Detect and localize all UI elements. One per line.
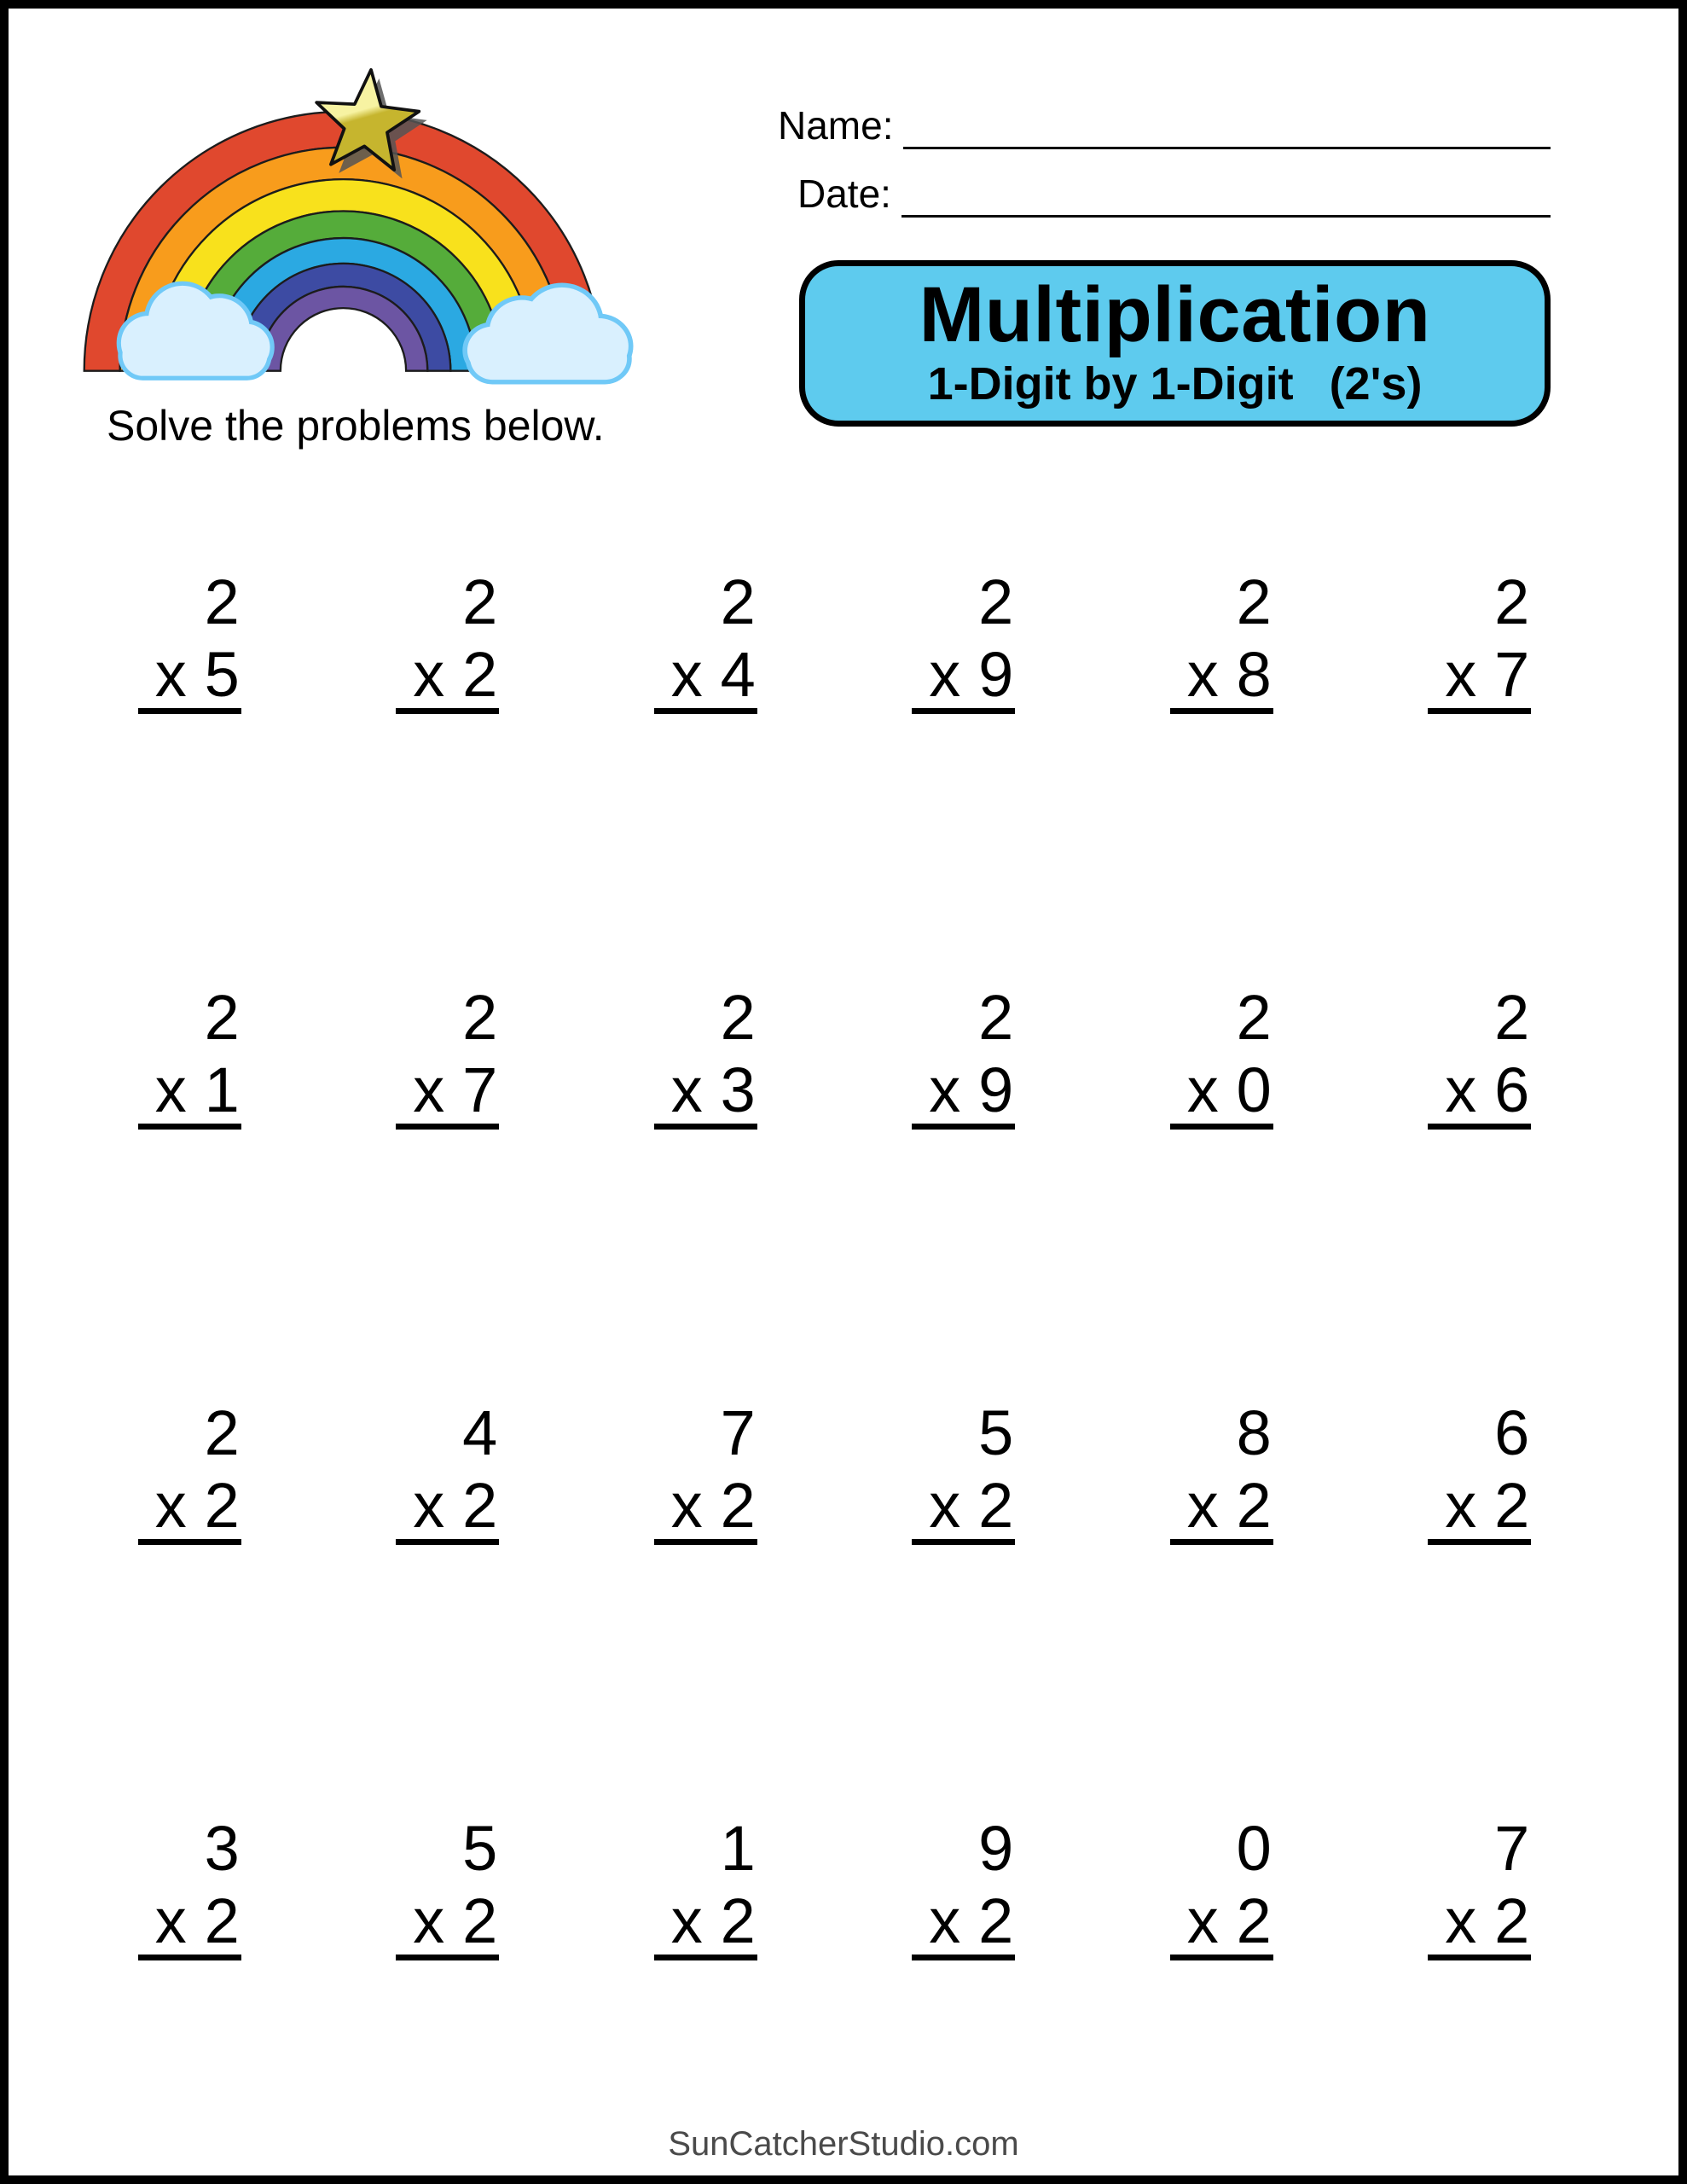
worksheet-header [9, 9, 1678, 498]
multiply-operator: x [1186, 639, 1219, 710]
multiplier-row [912, 1470, 1015, 1545]
answer-space[interactable] [138, 1130, 241, 1258]
multiplier: 2 [1494, 1885, 1530, 1956]
answer-space[interactable] [912, 1130, 1015, 1258]
multiply-operator: x [154, 639, 187, 710]
multiply-operator: x [1445, 639, 1477, 710]
name-input-line[interactable] [903, 109, 1551, 149]
multiply-operator: x [1445, 1054, 1477, 1125]
answer-space[interactable] [1170, 1130, 1273, 1258]
answer-space[interactable] [654, 1130, 757, 1258]
multiplication-problem [396, 1397, 499, 1673]
multiplicand: 5 [978, 1397, 1014, 1468]
answer-space[interactable] [138, 1545, 241, 1673]
multiplier: 7 [1494, 639, 1530, 710]
answer-space[interactable] [1170, 714, 1273, 842]
multiplier: 4 [720, 639, 756, 710]
multiplier-row [1428, 1470, 1531, 1545]
multiplier-row [1428, 1054, 1531, 1130]
multiplier: 2 [978, 1470, 1014, 1541]
multiplier-row [396, 1885, 499, 1960]
multiplier: 9 [978, 1054, 1014, 1125]
multiply-operator: x [154, 1054, 187, 1125]
name-field-row [778, 102, 1551, 149]
multiplication-problem [654, 1397, 757, 1673]
multiplier-row [1428, 1885, 1531, 1960]
multiplier: 2 [204, 1470, 240, 1541]
multiplier-row [1170, 639, 1273, 714]
instruction-text: Solve the problems below. [107, 402, 605, 450]
multiplication-problem [1170, 1813, 1273, 2088]
multiply-operator: x [670, 1054, 703, 1125]
answer-space[interactable] [1170, 1545, 1273, 1673]
multiplier-row [1170, 1054, 1273, 1130]
multiplicand: 2 [720, 566, 756, 637]
multiplicand: 1 [720, 1813, 756, 1884]
answer-space[interactable] [396, 1130, 499, 1258]
multiplicand: 2 [1236, 566, 1272, 637]
multiplication-problem [1428, 982, 1531, 1258]
multiplication-problem [654, 982, 757, 1258]
multiplication-problem [1170, 982, 1273, 1258]
answer-space[interactable] [396, 1545, 499, 1673]
answer-space[interactable] [396, 1960, 499, 2088]
multiplicand: 2 [204, 1397, 240, 1468]
multiplication-problem [396, 1813, 499, 2088]
multiplication-problem [138, 566, 241, 842]
multiply-operator: x [1445, 1885, 1477, 1956]
multiplication-problem [1428, 1813, 1531, 2088]
multiplication-problem [1170, 566, 1273, 842]
multiplication-problem [654, 566, 757, 842]
answer-space[interactable] [654, 714, 757, 842]
multiplier-row [138, 1885, 241, 1960]
multiplier-row [138, 1470, 241, 1545]
answer-space[interactable] [912, 714, 1015, 842]
multiply-operator: x [154, 1885, 187, 1956]
multiplier-row [912, 1054, 1015, 1130]
multiplicand: 0 [1236, 1813, 1272, 1884]
multiply-operator: x [670, 1885, 703, 1956]
multiplicand: 2 [1236, 982, 1272, 1053]
multiplier-row [912, 639, 1015, 714]
multiplier: 2 [1236, 1470, 1272, 1541]
multiplier: 2 [1236, 1885, 1272, 1956]
multiply-operator: x [413, 1885, 445, 1956]
worksheet-title: Multiplication [919, 271, 1431, 358]
multiply-operator: x [929, 1054, 961, 1125]
multiplier-row [912, 1885, 1015, 1960]
multiply-operator: x [929, 1885, 961, 1956]
worksheet-subtitle [814, 359, 1536, 410]
multiply-operator: x [154, 1470, 187, 1541]
multiplier: 2 [462, 1470, 498, 1541]
multiply-operator: x [929, 1470, 961, 1541]
name-label: Name: [778, 103, 894, 148]
multiplier: 7 [462, 1054, 498, 1125]
multiplicand: 7 [720, 1397, 756, 1468]
multiplier: 6 [1494, 1054, 1530, 1125]
multiplication-problem [912, 566, 1015, 842]
multiplier-row [138, 1054, 241, 1130]
multiplication-problem [396, 982, 499, 1258]
multiplicand: 2 [978, 982, 1014, 1053]
answer-space[interactable] [1428, 714, 1531, 842]
multiplication-problem [912, 1397, 1015, 1673]
multiply-operator: x [1186, 1054, 1219, 1125]
multiplicand: 3 [204, 1813, 240, 1884]
multiply-operator: x [929, 639, 961, 710]
multiplier-row [396, 1054, 499, 1130]
multiplicand: 2 [462, 566, 498, 637]
multiplication-problem [138, 1813, 241, 2088]
multiply-operator: x [670, 639, 703, 710]
answer-space[interactable] [1428, 1960, 1531, 2088]
answer-space[interactable] [1170, 1960, 1273, 2088]
multiplier: 1 [204, 1054, 240, 1125]
multiplier: 2 [204, 1885, 240, 1956]
multiplication-problem [912, 1813, 1015, 2088]
multiplicand: 2 [720, 982, 756, 1053]
multiply-operator: x [413, 1054, 445, 1125]
multiplier-row [654, 1470, 757, 1545]
multiplier-row [396, 1470, 499, 1545]
answer-space[interactable] [912, 1545, 1015, 1673]
multiplier: 2 [462, 1885, 498, 1956]
multiplier: 0 [1236, 1054, 1272, 1125]
multiplicand: 6 [1494, 1397, 1530, 1468]
answer-space[interactable] [138, 714, 241, 842]
multiplicand: 2 [1494, 982, 1530, 1053]
header-illustration-block [81, 51, 627, 498]
multiply-operator: x [413, 1470, 445, 1541]
header-fields-block [778, 51, 1551, 498]
multiply-operator: x [413, 639, 445, 710]
answer-space[interactable] [396, 714, 499, 842]
date-input-line[interactable] [901, 177, 1551, 218]
multiplier: 2 [978, 1885, 1014, 1956]
multiplication-problem [138, 1397, 241, 1673]
multiplier: 2 [1494, 1470, 1530, 1541]
multiplier-row [396, 639, 499, 714]
answer-space[interactable] [912, 1960, 1015, 2088]
multiplicand: 5 [462, 1813, 498, 1884]
answer-space[interactable] [654, 1960, 757, 2088]
multiplier: 2 [720, 1470, 756, 1541]
multiplicand: 9 [978, 1813, 1014, 1884]
multiplier-row [654, 1054, 757, 1130]
multiplication-problem [396, 566, 499, 842]
multiplication-problem [912, 982, 1015, 1258]
multiply-operator: x [670, 1470, 703, 1541]
date-label: Date: [797, 171, 891, 216]
multiplier-row [1170, 1885, 1273, 1960]
multiply-operator: x [1186, 1885, 1219, 1956]
answer-space[interactable] [1428, 1545, 1531, 1673]
answer-space[interactable] [138, 1960, 241, 2088]
multiplier-row [1170, 1470, 1273, 1545]
multiplier-row [654, 1885, 757, 1960]
multiplier: 9 [978, 639, 1014, 710]
multiplier-row [654, 639, 757, 714]
multiplicand: 2 [1494, 566, 1530, 637]
multiplicand: 2 [204, 566, 240, 637]
answer-space[interactable] [654, 1545, 757, 1673]
multiplicand: 7 [1494, 1813, 1530, 1884]
multiplier: 2 [720, 1885, 756, 1956]
multiplication-problem [1428, 1397, 1531, 1673]
multiplier: 5 [204, 639, 240, 710]
multiplication-problem [138, 982, 241, 1258]
multiplicand: 2 [978, 566, 1014, 637]
multiplicand: 8 [1236, 1397, 1272, 1468]
subtitle-set-label: (2's) [1329, 358, 1423, 410]
footer-credit: SunCatcherStudio.com [668, 2125, 1019, 2163]
date-field-row [778, 170, 1551, 218]
multiplier-row [138, 639, 241, 714]
answer-space[interactable] [1428, 1130, 1531, 1258]
multiplier-row [1428, 639, 1531, 714]
worksheet-title-box [799, 260, 1551, 427]
multiplication-problem [654, 1813, 757, 2088]
multiplier: 3 [720, 1054, 756, 1125]
problems-grid [9, 566, 1678, 2088]
rainbow-icon [81, 51, 606, 427]
multiplication-problem [1428, 566, 1531, 842]
multiply-operator: x [1186, 1470, 1219, 1541]
multiplicand: 4 [462, 1397, 498, 1468]
multiplier: 2 [462, 639, 498, 710]
multiplicand: 2 [462, 982, 498, 1053]
subtitle-main: 1-Digit by 1-Digit [927, 358, 1294, 410]
multiplicand: 2 [204, 982, 240, 1053]
multiplication-problem [1170, 1397, 1273, 1673]
multiply-operator: x [1445, 1470, 1477, 1541]
multiplier: 8 [1236, 639, 1272, 710]
